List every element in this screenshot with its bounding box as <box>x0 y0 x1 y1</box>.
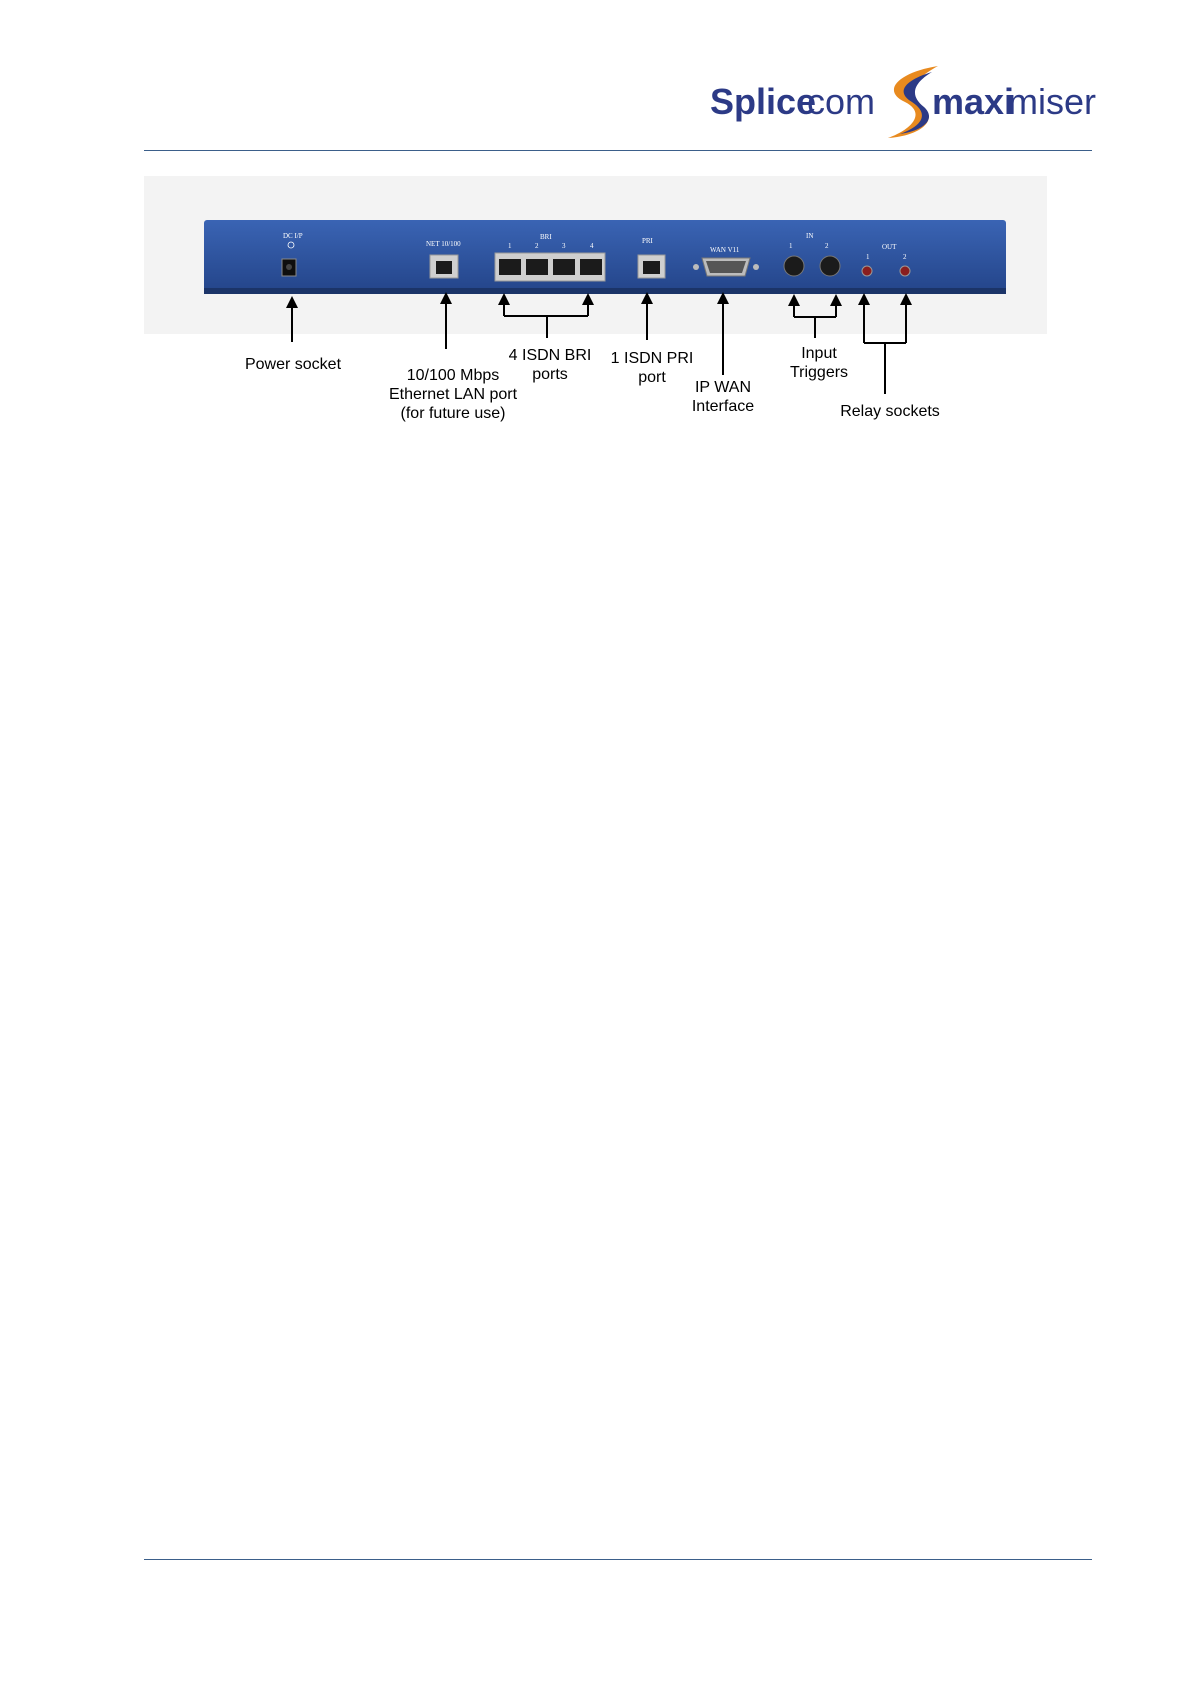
out-port-1-label: 1 <box>866 253 870 261</box>
wan-interface-caption: IP WAN Interface <box>691 379 755 415</box>
logo-miser: miser <box>1008 81 1096 122</box>
out-label: OUT <box>882 243 897 251</box>
input-arrows <box>794 300 836 338</box>
out-port-2-label: 2 <box>903 253 907 261</box>
footer-rule <box>144 1559 1092 1560</box>
in-port-1-label: 1 <box>789 242 793 250</box>
in-label: IN <box>806 232 814 240</box>
lan-port-caption: 10/100 Mbps Ethernet LAN port (for future use) <box>388 367 518 422</box>
dc-label: DC I/P <box>283 232 303 240</box>
bri-port-3-label: 3 <box>562 242 566 250</box>
pri-label: PRI <box>642 237 653 245</box>
in-port-2-label: 2 <box>825 242 829 250</box>
relay-sockets-caption: Relay sockets <box>840 403 940 420</box>
bri-port-4-label: 4 <box>590 242 594 250</box>
bri-port-1-label: 1 <box>508 242 512 250</box>
bri-label: BRI <box>540 233 552 241</box>
pri-port-caption: 1 ISDN PRI port <box>610 350 694 386</box>
bri-ports-caption: 4 ISDN BRI ports <box>508 347 592 383</box>
logo-com: com <box>807 81 876 122</box>
wan-label: WAN V11 <box>710 246 740 254</box>
logo-splice: Splice <box>710 81 817 122</box>
logo-maxi: maxi <box>932 81 1015 122</box>
power-socket-caption: Power socket <box>244 356 342 373</box>
bri-arrows <box>504 299 588 338</box>
net-label: NET 10/100 <box>426 240 461 248</box>
bri-port-2-label: 2 <box>535 242 539 250</box>
input-triggers-caption: Input Triggers <box>789 345 849 381</box>
